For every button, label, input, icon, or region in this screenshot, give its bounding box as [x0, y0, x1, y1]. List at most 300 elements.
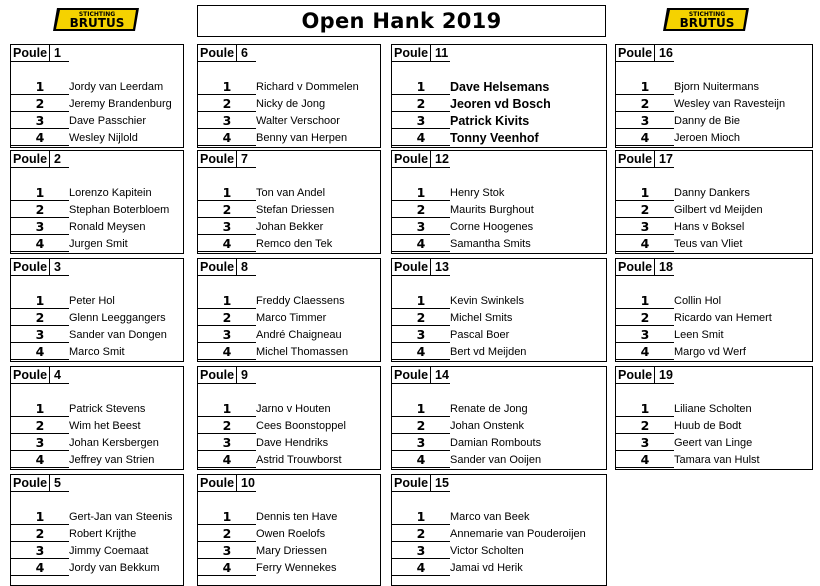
player-name: Patrick Kivits — [450, 113, 530, 128]
player-row — [392, 292, 606, 309]
poule-label: Poule — [11, 45, 50, 61]
rank-number: 1 — [35, 401, 45, 416]
rank-number: 4 — [416, 236, 426, 251]
poule-number: 11 — [435, 46, 449, 60]
rank-number: 3 — [640, 327, 650, 342]
poule-label: Poule — [616, 259, 655, 275]
poule-label: Poule — [616, 367, 655, 383]
player-name: Huub de Bodt — [674, 419, 742, 432]
rank-number: 1 — [222, 401, 232, 416]
player-name: Cees Boonstoppel — [256, 419, 346, 432]
poule-header — [11, 151, 69, 168]
player-name: Sander van Dongen — [69, 328, 167, 341]
player-row — [392, 326, 606, 343]
rank-number: 1 — [640, 79, 650, 94]
player-list — [392, 78, 606, 146]
player-name: Liliane Scholten — [674, 402, 752, 415]
player-row — [392, 525, 606, 542]
rank-number: 2 — [416, 310, 426, 325]
player-name: Damian Rombouts — [450, 436, 542, 449]
player-list — [11, 400, 183, 468]
player-row — [392, 309, 606, 326]
player-row — [11, 542, 183, 559]
player-name: Pascal Boer — [450, 328, 510, 341]
player-row — [392, 95, 606, 112]
poule-number: 13 — [435, 260, 449, 274]
rank-number: 3 — [222, 219, 232, 234]
player-row — [11, 508, 183, 525]
player-row — [198, 400, 380, 417]
poule-10 — [197, 474, 381, 586]
poule-number: 10 — [241, 476, 255, 490]
player-row — [198, 434, 380, 451]
player-name: Walter Verschoor — [256, 114, 340, 127]
poule-number: 16 — [659, 46, 673, 60]
poule-number: 2 — [54, 152, 61, 166]
rank-number: 3 — [416, 543, 426, 558]
player-name: Richard v Dommelen — [256, 80, 359, 93]
poule-14 — [391, 366, 607, 470]
player-name: Marco van Beek — [450, 510, 530, 523]
poule-label: Poule — [392, 259, 431, 275]
player-row — [11, 400, 183, 417]
player-row — [392, 201, 606, 218]
poule-header — [392, 45, 450, 62]
poule-5 — [10, 474, 184, 586]
player-row — [616, 400, 812, 417]
player-name: Dave Helsemans — [450, 79, 550, 94]
rank-number: 1 — [416, 509, 426, 524]
poule-number: 14 — [435, 368, 449, 382]
poule-label: Poule — [198, 151, 237, 167]
player-row — [11, 201, 183, 218]
player-row — [392, 343, 606, 360]
player-name: Samantha Smits — [450, 237, 531, 250]
player-name: Teus van Vliet — [674, 237, 743, 250]
player-row — [11, 326, 183, 343]
player-row — [392, 184, 606, 201]
player-list — [392, 292, 606, 360]
player-row — [392, 112, 606, 129]
player-name: Freddy Claessens — [256, 294, 345, 307]
rank-number: 2 — [35, 202, 45, 217]
player-name: Michel Smits — [450, 311, 513, 324]
rank-number: 4 — [416, 130, 426, 145]
rank-number: 3 — [35, 327, 45, 342]
poule-number: 18 — [659, 260, 673, 274]
player-row — [616, 112, 812, 129]
player-name: Jimmy Coemaat — [69, 544, 149, 557]
rank-number: 4 — [416, 452, 426, 467]
rank-number: 1 — [222, 509, 232, 524]
player-row — [11, 95, 183, 112]
player-name: Jeroen Mioch — [674, 131, 741, 144]
rank-number: 2 — [640, 202, 650, 217]
rank-number: 1 — [35, 79, 45, 94]
player-row — [11, 292, 183, 309]
player-row — [198, 95, 380, 112]
player-name: Gert-Jan van Steenis — [69, 510, 173, 523]
player-row — [11, 559, 183, 576]
player-list — [198, 508, 380, 576]
player-row — [392, 559, 606, 576]
rank-number: 3 — [222, 113, 232, 128]
rank-number: 2 — [640, 310, 650, 325]
player-row — [11, 309, 183, 326]
rank-number: 1 — [35, 185, 45, 200]
poule-18 — [615, 258, 813, 362]
poule-header — [198, 151, 256, 168]
poule-header — [11, 367, 69, 384]
poule-header — [616, 45, 674, 62]
player-list — [11, 292, 183, 360]
player-name: Stefan Driessen — [256, 203, 335, 216]
player-row — [11, 451, 183, 468]
player-row — [616, 434, 812, 451]
rank-number: 3 — [640, 435, 650, 450]
player-name: Corne Hoogenes — [450, 220, 534, 233]
player-name: Ferry Wennekes — [256, 561, 337, 574]
rank-number: 1 — [35, 509, 45, 524]
poule-header — [11, 259, 69, 276]
rank-number: 1 — [222, 79, 232, 94]
player-row — [616, 184, 812, 201]
rank-number: 1 — [416, 293, 426, 308]
player-row — [616, 343, 812, 360]
player-row — [198, 525, 380, 542]
brutus-logo — [53, 6, 141, 33]
player-row — [616, 129, 812, 146]
player-name: Tamara van Hulst — [674, 453, 760, 466]
rank-number: 4 — [35, 236, 45, 251]
player-row — [616, 417, 812, 434]
player-name: Danny Dankers — [674, 186, 750, 199]
player-name: Renate de Jong — [450, 402, 528, 415]
poule-13 — [391, 258, 607, 362]
player-name: Bjorn Nuitermans — [674, 80, 759, 93]
rank-number: 4 — [222, 236, 232, 251]
player-row — [198, 309, 380, 326]
poule-label: Poule — [616, 45, 655, 61]
player-row — [616, 95, 812, 112]
rank-number: 2 — [35, 526, 45, 541]
player-name: Peter Hol — [69, 294, 115, 307]
poule-label: Poule — [392, 151, 431, 167]
player-row — [11, 417, 183, 434]
player-list — [616, 400, 812, 468]
rank-number: 2 — [222, 310, 232, 325]
rank-number: 4 — [222, 130, 232, 145]
player-row — [11, 112, 183, 129]
player-row — [11, 343, 183, 360]
poule-header — [616, 259, 674, 276]
player-row — [198, 451, 380, 468]
poule-3 — [10, 258, 184, 362]
rank-number: 2 — [640, 418, 650, 433]
player-name: Jeffrey van Strien — [69, 453, 155, 466]
player-row — [392, 235, 606, 252]
player-list — [392, 184, 606, 252]
poule-2 — [10, 150, 184, 254]
player-name: Geert van Linge — [674, 436, 753, 449]
poule-label: Poule — [392, 367, 431, 383]
player-row — [11, 78, 183, 95]
rank-number: 3 — [222, 327, 232, 342]
rank-number: 4 — [35, 560, 45, 575]
player-name: Sander van Ooijen — [450, 453, 542, 466]
rank-number: 3 — [416, 327, 426, 342]
poule-header — [392, 367, 450, 384]
svg-text:BRUTUS: BRUTUS — [679, 16, 735, 30]
poule-number: 4 — [54, 368, 61, 382]
player-name: Benny van Herpen — [256, 131, 348, 144]
player-name: Ricardo van Hemert — [674, 311, 772, 324]
poule-header — [11, 45, 69, 62]
player-name: Leen Smit — [674, 328, 724, 341]
player-name: Jarno v Houten — [256, 402, 331, 415]
player-name: Ton van Andel — [256, 186, 326, 199]
rank-number: 4 — [222, 560, 232, 575]
poule-number: 5 — [54, 476, 61, 490]
player-name: Dave Hendriks — [256, 436, 329, 449]
player-row — [198, 417, 380, 434]
poule-17 — [615, 150, 813, 254]
player-name: Tonny Veenhof — [450, 130, 539, 145]
player-row — [198, 542, 380, 559]
player-row — [198, 326, 380, 343]
poule-number: 12 — [435, 152, 449, 166]
poule-header — [392, 151, 450, 168]
poule-label: Poule — [392, 45, 431, 61]
player-name: Johan Onstenk — [450, 419, 524, 432]
rank-number: 2 — [35, 418, 45, 433]
rank-number: 1 — [416, 79, 426, 94]
rank-number: 3 — [416, 435, 426, 450]
poule-9 — [197, 366, 381, 470]
player-row — [198, 218, 380, 235]
poule-19 — [615, 366, 813, 470]
rank-number: 1 — [35, 293, 45, 308]
poule-number: 19 — [659, 368, 673, 382]
rank-number: 3 — [35, 543, 45, 558]
rank-number: 3 — [222, 435, 232, 450]
poule-header — [198, 259, 256, 276]
rank-number: 1 — [640, 401, 650, 416]
rank-number: 4 — [640, 236, 650, 251]
player-name: Maurits Burghout — [450, 203, 534, 216]
player-name: Wesley Nijlold — [69, 131, 138, 144]
player-row — [198, 559, 380, 576]
player-name: Bert vd Meijden — [450, 345, 527, 358]
rank-number: 2 — [416, 202, 426, 217]
player-name: Danny de Bie — [674, 114, 741, 127]
poule-header — [198, 475, 256, 492]
rank-number: 4 — [35, 452, 45, 467]
player-name: Collin Hol — [674, 294, 722, 307]
player-name: Annemarie van Pouderoijen — [450, 527, 586, 540]
player-name: Margo vd Werf — [674, 345, 746, 358]
player-name: Jurgen Smit — [69, 237, 128, 250]
rank-number: 4 — [35, 130, 45, 145]
poule-number: 17 — [659, 152, 673, 166]
poule-label: Poule — [11, 259, 50, 275]
poule-number: 1 — [54, 46, 61, 60]
player-list — [198, 184, 380, 252]
player-row — [616, 201, 812, 218]
rank-number: 3 — [35, 219, 45, 234]
rank-number: 4 — [640, 452, 650, 467]
poule-4 — [10, 366, 184, 470]
player-name: Jeremy Brandenburg — [69, 97, 172, 110]
player-list — [392, 508, 606, 576]
player-row — [198, 292, 380, 309]
player-row — [198, 201, 380, 218]
svg-text:STICHTING: STICHTING — [688, 11, 726, 18]
poule-label: Poule — [616, 151, 655, 167]
player-list — [198, 78, 380, 146]
player-row — [392, 434, 606, 451]
rank-number: 4 — [416, 344, 426, 359]
rank-number: 2 — [416, 96, 426, 111]
poule-7 — [197, 150, 381, 254]
player-name: Ronald Meysen — [69, 220, 146, 233]
poule-header — [198, 45, 256, 62]
player-row — [616, 326, 812, 343]
rank-number: 3 — [640, 219, 650, 234]
poule-header — [392, 259, 450, 276]
rank-number: 1 — [640, 293, 650, 308]
player-row — [198, 235, 380, 252]
rank-number: 1 — [416, 401, 426, 416]
poule-number: 9 — [241, 368, 248, 382]
player-name: Wim het Beest — [69, 419, 141, 432]
rank-number: 1 — [222, 293, 232, 308]
player-list — [198, 292, 380, 360]
player-name: Jordy van Bekkum — [69, 561, 160, 574]
poule-8 — [197, 258, 381, 362]
player-row — [198, 343, 380, 360]
brutus-logo — [663, 6, 751, 33]
rank-number: 1 — [222, 185, 232, 200]
player-name: Wesley van Ravesteijn — [674, 97, 786, 110]
player-row — [11, 434, 183, 451]
player-row — [392, 508, 606, 525]
poule-label: Poule — [198, 259, 237, 275]
rank-number: 4 — [222, 452, 232, 467]
poule-number: 3 — [54, 260, 61, 274]
player-name: Hans v Boksel — [674, 220, 745, 233]
player-name: Remco den Tek — [256, 237, 333, 250]
player-name: Stephan Boterbloem — [69, 203, 170, 216]
player-row — [616, 78, 812, 95]
player-name: Michel Thomassen — [256, 345, 349, 358]
player-list — [616, 78, 812, 146]
rank-number: 2 — [416, 418, 426, 433]
poule-label: Poule — [198, 475, 237, 491]
player-row — [616, 292, 812, 309]
player-name: Marco Smit — [69, 345, 125, 358]
poule-11 — [391, 44, 607, 148]
poule-number: 7 — [241, 152, 248, 166]
player-name: Nicky de Jong — [256, 97, 326, 110]
player-row — [11, 525, 183, 542]
player-name: Lorenzo Kapitein — [69, 186, 152, 199]
player-row — [11, 129, 183, 146]
rank-number: 3 — [35, 435, 45, 450]
player-list — [11, 78, 183, 146]
player-list — [11, 508, 183, 576]
rank-number: 3 — [416, 113, 426, 128]
player-row — [392, 451, 606, 468]
player-name: Patrick Stevens — [69, 402, 146, 415]
player-name: Owen Roelofs — [256, 527, 326, 540]
player-name: Victor Scholten — [450, 544, 524, 557]
poule-number: 15 — [435, 476, 449, 490]
poule-header — [392, 475, 450, 492]
player-name: Jeoren vd Bosch — [450, 96, 551, 111]
player-row — [616, 235, 812, 252]
player-row — [392, 129, 606, 146]
player-name: Kevin Swinkels — [450, 294, 524, 307]
rank-number: 4 — [640, 130, 650, 145]
rank-number: 3 — [416, 219, 426, 234]
rank-number: 4 — [640, 344, 650, 359]
player-name: Henry Stok — [450, 186, 505, 199]
player-list — [616, 292, 812, 360]
rank-number: 2 — [640, 96, 650, 111]
player-row — [198, 78, 380, 95]
player-list — [392, 400, 606, 468]
player-name: Gilbert vd Meijden — [674, 203, 763, 216]
player-row — [392, 218, 606, 235]
poule-header — [198, 367, 256, 384]
player-row — [392, 400, 606, 417]
rank-number: 3 — [222, 543, 232, 558]
player-row — [392, 78, 606, 95]
player-row — [392, 542, 606, 559]
poule-label: Poule — [11, 367, 50, 383]
player-name: Mary Driessen — [256, 544, 327, 557]
rank-number: 4 — [35, 344, 45, 359]
player-list — [11, 184, 183, 252]
rank-number: 1 — [416, 185, 426, 200]
poule-number: 6 — [241, 46, 248, 60]
player-row — [392, 417, 606, 434]
poule-label: Poule — [11, 475, 50, 491]
rank-number: 2 — [222, 526, 232, 541]
poule-1 — [10, 44, 184, 148]
rank-number: 2 — [222, 418, 232, 433]
logo-right — [662, 6, 752, 33]
player-name: Johan Bekker — [256, 220, 324, 233]
poule-6 — [197, 44, 381, 148]
player-name: Glenn Leeggangers — [69, 311, 166, 324]
player-name: Robert Krijthe — [69, 527, 137, 540]
player-row — [11, 235, 183, 252]
player-row — [616, 451, 812, 468]
rank-number: 2 — [35, 96, 45, 111]
player-row — [616, 218, 812, 235]
player-list — [198, 400, 380, 468]
player-name: Dennis ten Have — [256, 510, 338, 523]
player-row — [11, 184, 183, 201]
poule-number: 8 — [241, 260, 248, 274]
player-row — [198, 112, 380, 129]
player-name: Johan Kersbergen — [69, 436, 159, 449]
player-row — [11, 218, 183, 235]
rank-number: 2 — [35, 310, 45, 325]
player-name: Dave Passchier — [69, 114, 147, 127]
